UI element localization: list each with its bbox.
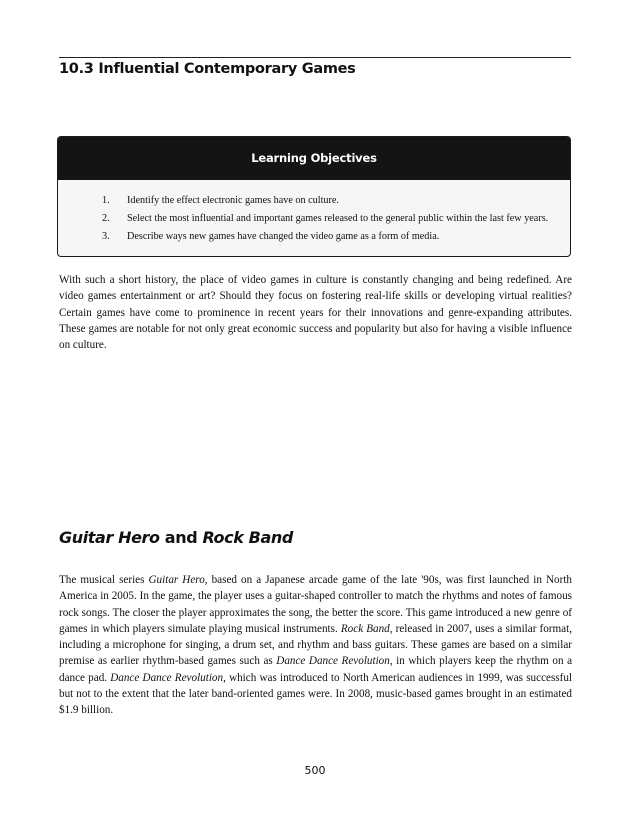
intro-paragraph: With such a short history, the place of video games in culture is constantly changing and being redefined. Are video games entertainment or art? Should they focus on fostering real-life skills or developing virtual realities? Certain games have come to prominence in recent years for their innovations and genre-expanding attributes. These games are notable for not only great economic success and popularity but also for having a visible influence on culture. <box>59 274 572 352</box>
list-item-text: Select the most influential and important games released to the general public within the last few years. <box>127 213 549 224</box>
learning-objectives-list <box>58 180 570 246</box>
text-span: , which was introduced to North American audiences in 1999, was successful but not to the extent that the later band-oriented games were. In 2008, music-based games brought in an estimated $1.9 billion. <box>59 671 573 717</box>
list-item-text: Identify the effect electronic games have on culture. <box>127 195 339 206</box>
guitar-hero-paragraph <box>59 572 572 719</box>
learning-objectives-header: Learning Objectives <box>58 137 570 180</box>
subheading-title-rock-band: Rock Band <box>202 528 293 547</box>
list-item-number: 2. <box>102 213 110 224</box>
game-title: Dance Dance Revolution <box>110 671 224 684</box>
top-rule <box>59 57 571 58</box>
game-title: Guitar Hero <box>148 574 205 586</box>
text-span: , in which players keep the rhythm on a dance pad. <box>59 655 573 684</box>
section-title: 10.3 Influential Contemporary Games <box>59 61 356 77</box>
list-item <box>58 228 570 246</box>
game-title: Rock Band <box>340 622 390 635</box>
learning-objectives-box <box>57 136 571 257</box>
list-item <box>58 192 570 210</box>
text-span: The musical series <box>59 574 149 586</box>
subheading-guitar-hero-rock-band <box>59 528 293 547</box>
list-item-text: Describe ways new games have changed the video game as a form of media. <box>127 231 440 242</box>
subheading-title-guitar-hero: Guitar Hero <box>59 528 160 547</box>
list-item <box>58 210 570 228</box>
list-item-number: 1. <box>102 195 110 206</box>
page-number: 500 <box>304 764 326 777</box>
subheading-conjunction: and <box>159 528 203 547</box>
text-span: , released in 2007, uses a similar format, including a microphone for singing, a drum set, and rhythm and bass guitars. These games are based on a similar premise as earlier rhythm-based games such as <box>59 622 572 668</box>
text-span: , based on a Japanese arcade game of the late '90s, was first launched in North America in 2005. In the game, the player uses a guitar-shaped controller to match the rhythms and notes of famous rock songs. The closer the player approximates the song, the better the score. This game introduced a new genre of games in which players simulate playing musical instruments. <box>59 574 572 635</box>
list-item-number: 3. <box>102 231 110 242</box>
game-title: Dance Dance Revolution <box>276 655 390 668</box>
